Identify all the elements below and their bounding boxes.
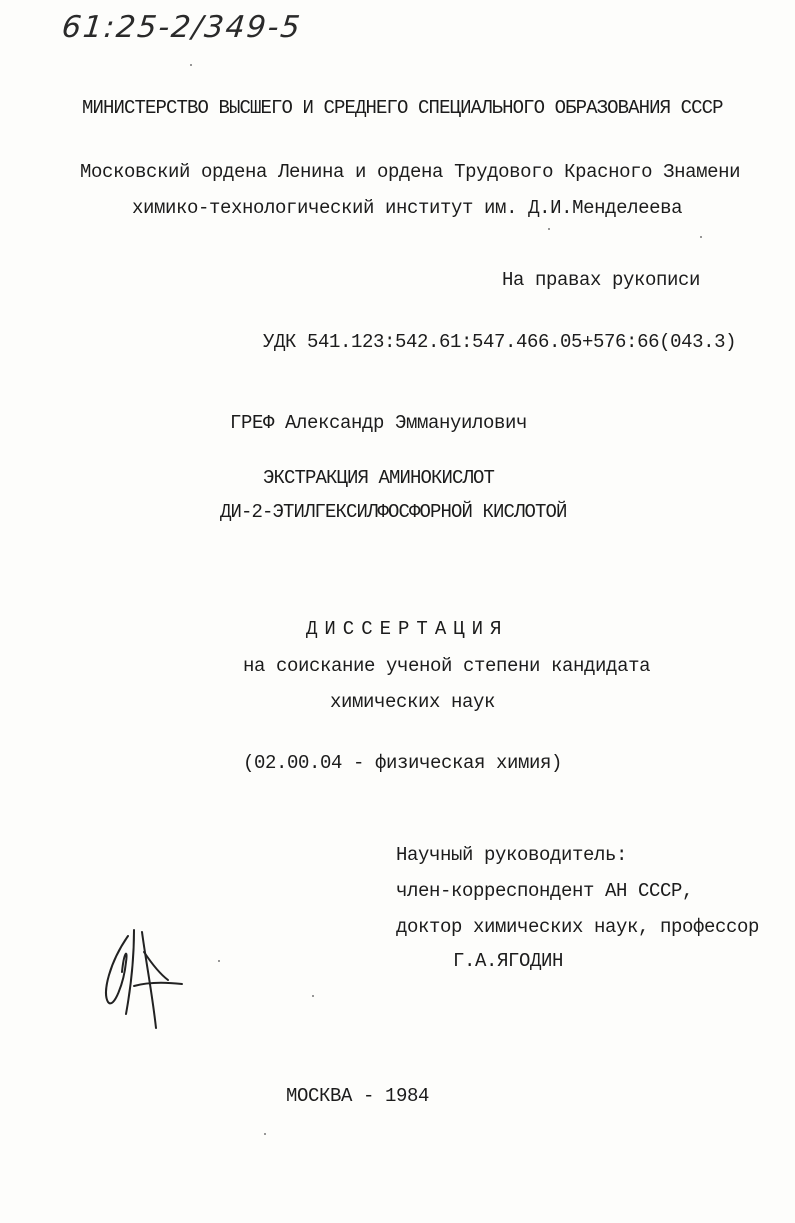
paper-speck [190, 64, 192, 66]
paper-speck [312, 995, 314, 997]
handwritten-signature [98, 922, 190, 1034]
supervisor-name: Г.А.ЯГОДИН [453, 950, 564, 972]
supervisor-heading: Научный руководитель: [396, 844, 628, 866]
dissertation-label: ДИССЕРТАЦИЯ [306, 618, 509, 640]
paper-speck [700, 236, 702, 238]
archive-code-handwritten: 61:25-2/349-5 [60, 10, 304, 45]
supervisor-position: член-корреспондент АН СССР, [396, 880, 694, 902]
paper-speck [548, 228, 550, 230]
paper-speck [218, 960, 220, 962]
udk-code: УДК 541.123:542.61:547.466.05+576:66(043.3) [263, 331, 737, 353]
thesis-title-line1: ЭКСТРАКЦИЯ АМИНОКИСЛОТ [263, 467, 495, 489]
thesis-title-line2: ДИ-2-ЭТИЛГЕКСИЛФОСФОРНОЙ КИСЛОТОЙ [220, 501, 567, 523]
degree-line1: на соискание ученой степени кандидата [243, 655, 651, 677]
paper-speck [264, 1133, 266, 1135]
author-name: ГРЕФ Александр Эммануилович [230, 412, 528, 434]
manuscript-rights: На правах рукописи [502, 269, 701, 291]
specialty-code: (02.00.04 - физическая химия) [243, 752, 563, 774]
degree-line2: химических наук [330, 691, 496, 713]
institute-name-line1: Московский ордена Ленина и ордена Трудового Красного Знамени [80, 161, 741, 183]
supervisor-degree: доктор химических наук, профессор [396, 916, 760, 938]
institute-name-line2: химико-технологический институт им. Д.И.Менделеева [132, 197, 683, 219]
city-year: МОСКВА - 1984 [286, 1085, 430, 1107]
ministry-heading: МИНИСТЕРСТВО ВЫСШЕГО И СРЕДНЕГО СПЕЦИАЛЬНОГО ОБРАЗОВАНИЯ СССР [82, 97, 723, 119]
